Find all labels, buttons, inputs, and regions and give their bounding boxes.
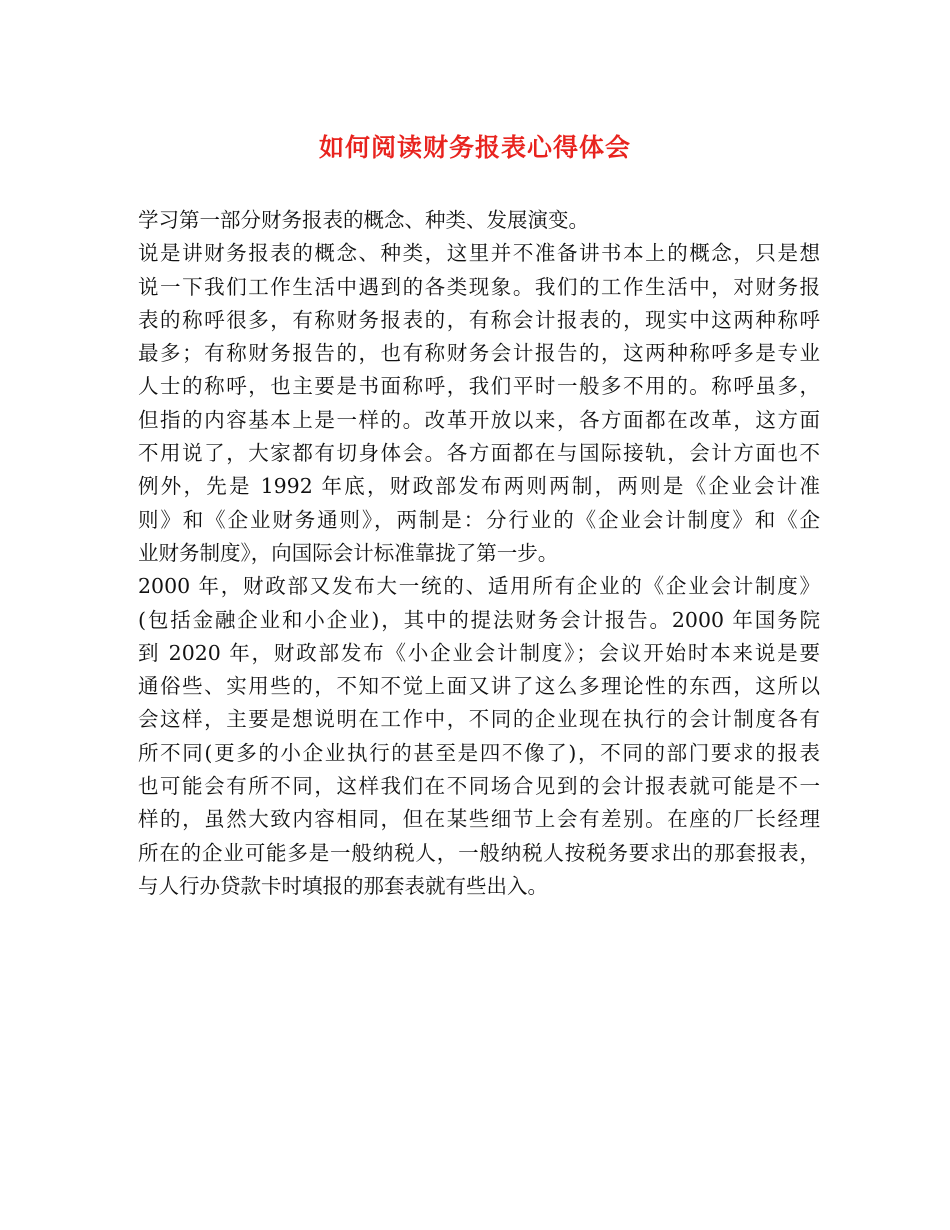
paragraph-2-line-5: 人士的称呼，也主要是书面称呼，我们平时一般多不用的。称呼虽多， <box>138 374 820 399</box>
paragraph-1-line-1: 学习第一部分财务报表的概念、种类、发展演变。 <box>138 208 589 232</box>
paragraph-3-line-10: 与人行办贷款卡时填报的那套表就有些出入。 <box>138 873 548 898</box>
paragraph-2-line-6: 但指的内容基本上是一样的。改革开放以来，各方面都在改革，这方面 <box>138 407 820 432</box>
paragraph-3-line-8: 样的，虽然大致内容相同，但在某些细节上会有差别。在座的厂长经理 <box>138 807 820 832</box>
paragraph-3-line-9: 所在的企业可能多是一般纳税人，一般纳税人按税务要求出的那套报表， <box>138 840 820 865</box>
paragraph-2-line-9: 则》和《企业财务通则》，两制是：分行业的《企业会计制度》和《企 <box>138 507 820 532</box>
paragraph-2-line-7: 不用说了，大家都有切身体会。各方面都在与国际接轨，会计方面也不 <box>138 441 820 466</box>
document-title: 如何阅读财务报表心得体会 <box>318 133 631 162</box>
paragraph-2-line-2: 说一下我们工作生活中遇到的各类现象。我们的工作生活中，对财务报 <box>138 274 820 299</box>
paragraph-3-line-3: 到 2020 年，财政部发布《小企业会计制度》；会议开始时本来说是要 <box>138 640 820 665</box>
paragraph-2-line-1: 说是讲财务报表的概念、种类，这里并不准备讲书本上的概念，只是想 <box>138 241 820 266</box>
paragraph-3-line-7: 也可能会有所不同，这样我们在不同场合见到的会计报表就可能是不一 <box>138 774 820 799</box>
document-body <box>138 204 820 903</box>
paragraph-3-line-1: 2000 年，财政部又发布大一统的、适用所有企业的《企业会计制度》 <box>138 574 820 599</box>
paragraph-3-line-2: (包括金融企业和小企业)，其中的提法财务会计报告。2000 年国务院 <box>138 607 820 632</box>
paragraph-2-line-8: 例外，先是 1992 年底，财政部发布两则两制，两则是《企业会计准 <box>138 474 820 499</box>
paragraph-3-line-6: 所不同(更多的小企业执行的甚至是四不像了)，不同的部门要求的报表 <box>138 740 820 765</box>
paragraph-3-line-4: 通俗些、实用些的，不知不觉上面又讲了这么多理论性的东西，这所以 <box>138 674 820 699</box>
paragraph-2-line-10: 业财务制度》，向国际会计标准靠拢了第一步。 <box>138 540 559 565</box>
paragraph-2-line-3: 表的称呼很多，有称财务报表的，有称会计报表的，现实中这两种称呼 <box>138 307 820 332</box>
paragraph-3-line-5: 会这样，主要是想说明在工作中，不同的企业现在执行的会计制度各有 <box>138 707 820 732</box>
paragraph-2-line-4: 最多；有称财务报告的，也有称财务会计报告的，这两种称呼多是专业 <box>138 341 820 366</box>
